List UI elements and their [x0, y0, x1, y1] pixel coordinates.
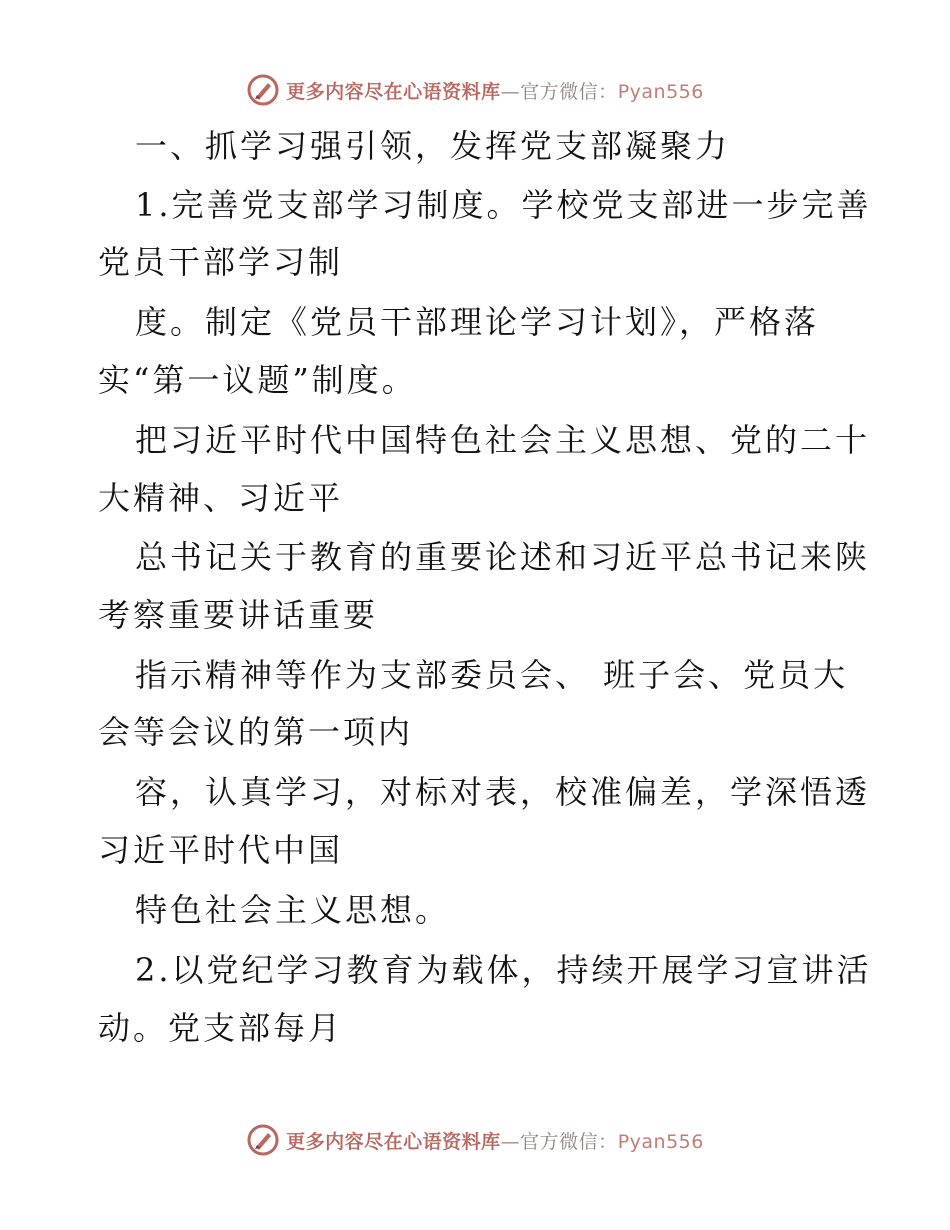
paragraph-line: 大精神、习近平	[98, 479, 344, 517]
paragraph-line: 指示精神等作为支部委员会、 班子会、党员大	[135, 656, 849, 694]
watermark-side-text: 官方微信：	[520, 80, 618, 103]
paragraph-line: 特色社会主义思想。	[135, 891, 451, 929]
paragraph-line: 会等会议的第一项内	[98, 713, 414, 751]
paragraph-line: 把习近平时代中国特色社会主义思想、党的二十	[135, 421, 871, 459]
paragraph-line: 动。党支部每月	[98, 1009, 344, 1047]
paragraph-line: 容，认真学习，对标对表，校准偏差，学深悟透	[135, 773, 871, 811]
pen-circle-logo-icon	[246, 1123, 280, 1157]
watermark-wechat-id: Pyan556	[617, 1130, 704, 1153]
watermark-main-text: 更多内容尽在心语资料库	[286, 1130, 501, 1153]
watermark-separator: —	[500, 80, 521, 103]
header-watermark	[0, 70, 950, 110]
paragraph-line: 总书记关于教育的重要论述和习近平总书记来陕	[135, 538, 871, 576]
paragraph-line: 1.完善党支部学习制度。学校党支部进一步完善	[135, 186, 872, 224]
pen-circle-logo-icon	[246, 73, 280, 107]
footer-watermark	[0, 1120, 950, 1160]
watermark-separator: —	[500, 1130, 521, 1153]
watermark-wechat-id: Pyan556	[617, 80, 704, 103]
paragraph-line: 实“第一议题”制度。	[98, 361, 417, 399]
paragraph-line: 度。制定《党员干部理论学习计划》，严格落	[135, 303, 820, 341]
section-heading: 一、抓学习强引领，发挥党支部凝聚力	[135, 127, 731, 165]
watermark-main-text: 更多内容尽在心语资料库	[286, 80, 501, 103]
paragraph-line: 2.以党纪学习教育为载体，持续开展学习宣讲活	[135, 951, 872, 989]
watermark-side-text: 官方微信：	[520, 1130, 618, 1153]
paragraph-line: 考察重要讲话重要	[98, 596, 379, 634]
paragraph-line: 党员干部学习制	[98, 243, 344, 281]
paragraph-line: 习近平时代中国	[98, 831, 344, 869]
